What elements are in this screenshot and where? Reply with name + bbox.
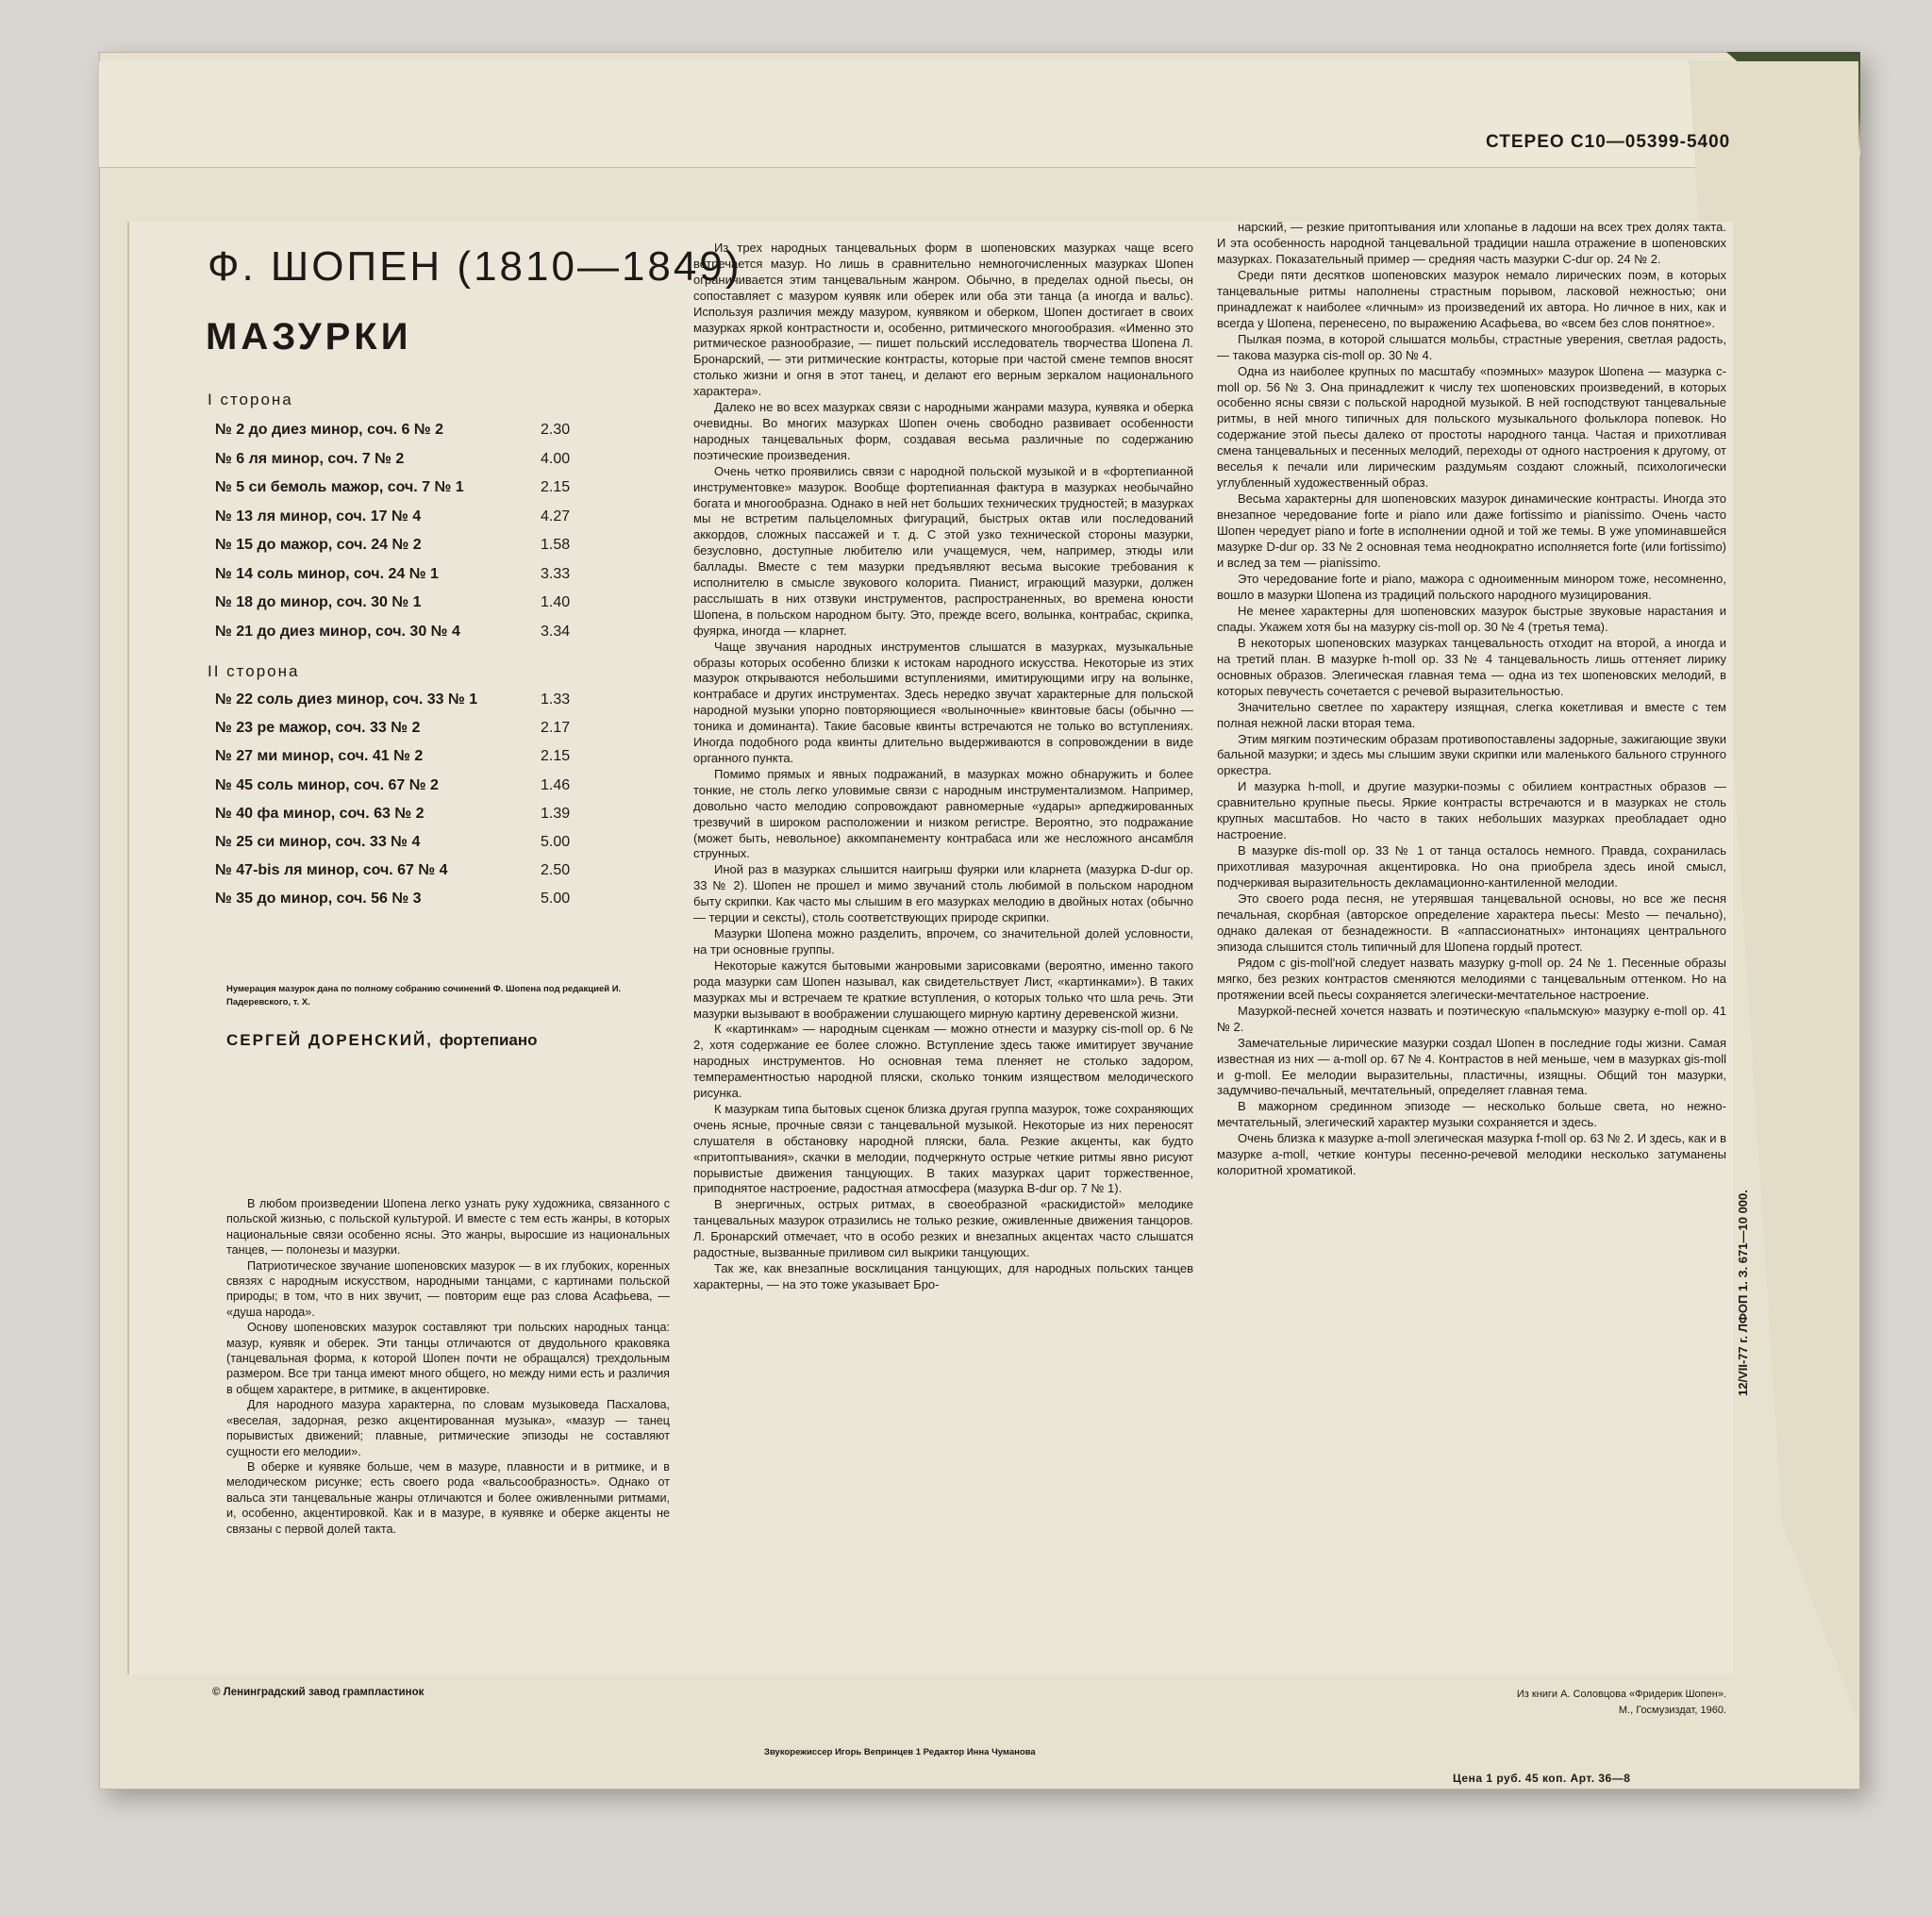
track-title: № 47-bis ля минор, соч. 67 № 4 (215, 862, 448, 879)
track-title: № 14 соль минор, соч. 24 № 1 (215, 565, 439, 582)
paragraph: Пылкая поэма, в которой слышатся мольбы, страстные уверения, светлая радость, — такова мазурка cis-moll ор. 30 № 4. (1217, 331, 1726, 362)
track-row (215, 777, 687, 798)
track-duration: 2.30 (541, 422, 571, 438)
track-duration: 1.46 (541, 776, 571, 793)
paragraph: В оберке и куявяке больше, чем в мазуре, плавности и в ритмике, и в мелодическом рисунке; есть своего рода «вальсообразность». Однако от вальса эти танцевальные жанры отличаются и более оживленными ритмами, и, особенно, акцентировкой. Как и в мазуре, в куявяке и оберке акценты не связаны с первой долей такта. (226, 1459, 670, 1536)
track-duration: 1.33 (541, 691, 571, 708)
track-row (215, 508, 687, 529)
paragraph: Для народного мазура характерна, по словам музыковеда Пасхалова, «веселая, задорная, резко акцентированная музыка», «мазур — танец порывистых движений; плавные, ритмические эпизоды не составляют сущности его мелодии». (226, 1398, 670, 1458)
track-title: № 25 си минор, соч. 33 № 4 (215, 834, 421, 850)
track-duration: 2.17 (541, 720, 571, 737)
track-duration: 5.00 (541, 834, 571, 850)
source-line-2: М., Госмузиздат, 1960. (1618, 1705, 1726, 1716)
track-duration: 1.40 (541, 594, 571, 610)
paragraph: В энергичных, острых ритмах, в своеобразной «раскидистой» мелодике танцевальных мазурок отразились не только резкие, оживленные движения танцоров. Л. Бронарский отмечает, что в особо резких и внезапных акцентах часто слышатся радостные, вызванные приливом сил выкрики танцующих. (693, 1197, 1193, 1260)
track-row (215, 537, 687, 558)
paragraph: В мажорном срединном эпизоде — несколько больше света, но нежно-мечтательный, элегический характер музыки сохраняется и здесь. (1217, 1099, 1726, 1130)
paragraph: К «картинкам» — народным сценкам — можно отнести и мазурку cis-moll ор. 6 № 2, хотя содержание ее более сложно. Вступление здесь также имитирует звучание народных инструментов. Но основная тема пленяет не столько задором, темпераментностью народной пляски, сколько тонким изяществом мелодического рисунка. (693, 1022, 1193, 1101)
track-duration: 3.34 (541, 623, 571, 640)
track-duration: 1.58 (541, 537, 571, 553)
notes-column-2 (693, 241, 1193, 1293)
side-2-heading: II сторона (208, 662, 300, 680)
track-row (215, 566, 687, 587)
paragraph: Очень близка к мазурке a-moll элегическая мазурка f-moll ор. 63 № 2. И здесь, как и в мазурке a-moll, четкие контуры песенно-речевой мелодики несколько затуманены колоритной хроматикой. (1217, 1131, 1726, 1178)
track-title: № 15 до мажор, соч. 24 № 2 (215, 537, 422, 553)
paragraph: Помимо прямых и явных подражаний, в мазурках можно обнаружить и более тонкие, не столь легко уловимые связи с народным инструментализмом. Например, довольно часто мелодию сопровождают равномерные «удары» арпеджированных трезвучий в широком расположении и низком регистре. Вероятно, это подражание (может быть, невольное) аккомпанементу контрабаса или же несложного ансамбля струнных. (693, 766, 1193, 861)
track-title: № 35 до минор, соч. 56 № 3 (215, 891, 422, 908)
track-title: № 2 до диез минор, соч. 6 № 2 (215, 422, 444, 438)
track-row (215, 422, 687, 442)
track-row (215, 720, 687, 741)
price-info: Цена 1 руб. 45 коп. Арт. 36—8 (1453, 1772, 1631, 1785)
paragraph: Некоторые кажутся бытовыми жанровыми зарисовками (вероятно, именно такого рода мазурки сам Шопен называл, как свидетельствует Лист, «картинками»). В таких мазурках мы и встречаем те краткие вступления, о которых только что шла речь. Эти мазурки вызывают в воображении слушающего мирную картину деревенской жизни. (693, 958, 1193, 1021)
track-title: № 22 соль диез минор, соч. 33 № 1 (215, 691, 478, 708)
notes-column-3 (1217, 220, 1726, 1179)
track-row (215, 748, 687, 769)
track-row (215, 834, 687, 855)
track-title: № 23 ре мажор, соч. 33 № 2 (215, 720, 421, 737)
track-duration: 4.27 (541, 508, 571, 525)
paragraph: нарский, — резкие притоптывания или хлопанье в ладоши на всех трех долях такта. И эта особенность народной танцевальной традиции нашла отражение в шопеновских мазурках. Показательный пример — средняя часть мазурки C-dur ор. 24 № 2. (1217, 220, 1726, 266)
paragraph: Основу шопеновских мазурок составляют три польских народных танца: мазур, куявяк и оберек. Эти танцы отличаются от двудольного краковяка (танцевальная форма, к которой Шопен почти не обращался) трехдольным размером. Все три танца имеют много общего, но между ними есть и различия в общем характере, в ритмике, в акцентировке. (226, 1321, 670, 1396)
paragraph: Очень четко проявились связи с народной польской музыкой и в «фортепианной инструментовке» мазурок. Вообще фортепианная фактура в мазурках необычайно богата и многообразна. Однако в ней нет больших технических трудностей; в мазурках мы не встретим пальцеломных фигураций, быстрых октав или последований аккордов, сложных пассажей и т. д. С этой узко технической стороны мазурки, безусловно, доступные любителю или учащемуся, чем, например, этюды или баллады. Вместе с тем мазурки предъявляют весьма высокие требования к исполнителю в смысле звукового колорита. Пианист, играющий мазурки, должен расслышать в них отзвуки инструментов, распространенных, во времена юности Шопена, в польском народном быту. Это, прежде всего, волынка, контрабас, скрипка, фуярка, иногда — кларнет. (693, 463, 1193, 638)
track-row (215, 806, 687, 826)
track-duration: 2.15 (541, 479, 571, 495)
paragraph: Весьма характерны для шопеновских мазурок динамические контрасты. Иногда это внезапное чередование forte и piano или даже fortissimo и pianissimo. Очень часто Шопен чередует piano и forte в исполнении одной и той же темы. В уже упоминавшейся мазурке D-dur ор. 33 № 2 основная тема неоднократно исполняется forte (или fortissimo) и вслед за тем — pianissimo. (1217, 491, 1726, 571)
paragraph: В некоторых шопеновских мазурках танцевальность отходит на второй, а иногда и на третий план. В мазурке h-moll ор. 33 № 4 танцевальность лишь оттеняет лирику основных образов. Элегическая главная тема — одна из тех шопеновских мелодий, в которых певучесть сочетается с речевой выразительностью. (1217, 635, 1726, 698)
track-title: № 45 соль минор, соч. 67 № 2 (215, 776, 439, 793)
paragraph: Чаще звучания народных инструментов слышатся в мазурках, музыкальные образы которых особенно близки к истокам народного искусства. Некоторые из этих мазурок открываются небольшими вступлениями, имитирующими игру на волынке, контрабасе и других инструментах. Здесь нередко звучат характерные для польской народной музыки упорно повторяющиеся «волыночные» квинтовые басы (обычно — тоника и доминанта). Такие басовые квинты встречаются не только во вступлениях. Иногда подобного рода квинты длительно выдерживаются в сопровождении в виде органного пункта. (693, 639, 1193, 765)
production-credits: Звукорежиссер Игорь Вепринцев 1 Редактор Инна Чуманова (764, 1747, 1036, 1757)
track-row (215, 624, 687, 644)
notes-column-1 (226, 1196, 670, 1537)
track-duration: 5.00 (541, 891, 571, 908)
paragraph: Рядом с gis-moll'ной следует назвать мазурку g-moll ор. 24 № 1. Песенные образы мягко, без резких контрастов сменяются мелодиями с танцевальным оттенком. Но на протяжении всей пьесы сохраняется элегически-мечтательное настроение. (1217, 955, 1726, 1002)
print-info: 12/VII-77 г. ЛФОП 1. З. 671—10 000. (1736, 1190, 1750, 1396)
track-duration: 2.15 (541, 748, 571, 765)
paragraph: К мазуркам типа бытовых сценок близка другая группа мазурок, тоже сохраняющих очень ясные, прочные связи с танцевальной музыкой. Некоторые из них переносят слушателя в обстановку народной пляски, бала. Резкие акценты, как будто «притоптывания», скачки в мелодии, подчеркнуто острые четкие ритмы явно рисуют порывистые движения танцующих. В таких мазурках царит торжественное, приподнятое настроение, радостная атмосфера (мазурка B-dur ор. 7 № 1). (693, 1101, 1193, 1196)
track-title: № 5 си бемоль мажор, соч. 7 № 1 (215, 479, 464, 495)
paragraph: В мазурке dis-moll ор. 33 № 1 от танца осталось немного. Правда, сохранилась прихотливая мазурочная акцентировка. Но она приобрела здесь иной смысл, подчеркивая выразительность декламационно-кантиленной мелодии. (1217, 843, 1726, 891)
track-duration: 4.00 (541, 450, 571, 467)
paragraph: Мазуркой-песней хочется назвать и поэтическую «пальмскую» мазурку e-moll ор. 41 № 2. (1217, 1003, 1726, 1034)
track-row (215, 862, 687, 883)
track-title: № 18 до минор, соч. 30 № 1 (215, 594, 422, 610)
track-title: № 21 до диез минор, соч. 30 № 4 (215, 623, 460, 640)
track-row (215, 479, 687, 500)
track-duration: 1.39 (541, 805, 571, 822)
paragraph: Значительно светлее по характеру изящная, слегка кокетливая и вместе с тем полная нежной ласки вторая тема. (1217, 699, 1726, 730)
paragraph: Мазурки Шопена можно разделить, впрочем, со значительной долей условности, на три основные группы. (693, 925, 1193, 957)
paragraph: Замечательные лирические мазурки создал Шопен в последние годы жизни. Самая известная из них — a-moll ор. 67 № 4. Контрастов в ней меньше, чем в мазурках gis-moll и g-moll. Ее мелодии выразительны, пластичны, изящны. Общий тон мазурки, задумчиво-печальный, мечтательный, определяет главная тема. (1217, 1035, 1726, 1098)
album-title: МАЗУРКИ (206, 316, 412, 358)
composer-heading: Ф. ШОПЕН (1810—1849) (208, 243, 742, 290)
side-1-heading: I сторона (208, 391, 293, 408)
paragraph: Этим мягким поэтическим образам противопоставлены задорные, зажигающие звуки бальной мазурки; и здесь мы слышим звуки скрипки или маленького бального струнного оркестра. (1217, 731, 1726, 778)
source-citation (1401, 1687, 1726, 1719)
paragraph: В любом произведении Шопена легко узнать руку художника, связанного с польской жизнью, с польской культурой. И вместе с тем есть жанры, в которых национальные связи особенно ясны. Это жанры, выросшие из национальных танцев, — полонезы и мазурки. (226, 1197, 670, 1257)
paragraph: Это своего рода песня, не утерявшая танцевальной основы, но все же песня печальная, скорбная (авторское определение характера пьесы: Mesto — печально), однако далекая от безнадежности. В «аппассионатных» интонациях центрального эпизода слышится столь типичный для Шопена гордый протест. (1217, 891, 1726, 954)
performer-credit (226, 1031, 538, 1050)
paragraph: Из трех народных танцевальных форм в шопеновских мазурках чаще всего встречается мазур. Но лишь в сравнительно немногочисленных мазурках Шопен ограничивается этим танцевальным жанром. Обычно, в пределах одной пьесы, он сопоставляет с мазуром куявяк или оберек или оба эти танца (а иногда и вальс). Используя различия между мазуром, куявяком и оберком, Шопен достигает в своих мазурках яркой контрастности и, особенно, ритмического многообразия. «Именно это ритмическое разнообразие, — пишет польский исследователь творчества Шопена Л. Бронарский, — эти ритмические контрасты, которые при частой смене темпов вносят столько жизни и огня в этот танец, и делают его верным зеркалом национального характера». (693, 241, 1193, 399)
track-title: № 27 ми минор, соч. 41 № 2 (215, 748, 424, 765)
track-row (215, 891, 687, 911)
catalog-number: СТЕРЕО С10—05399-5400 (1486, 132, 1731, 152)
paragraph: Одна из наиболее крупных по масштабу «поэмных» мазурок Шопена — мазурка c-moll ор. 56 № 3. Она принадлежит к числу тех шопеновских произведений, в которых особенно ясны связи с польской народной музыкой. В ней господствуют танцевальные ритмы, в ней много типичных для польского музыкального фольклора попевок. Но содержание этой пьесы далеко от простоты народного танца. Частая и прихотливая смена танцевальных и песенных мелодий, переходы от одного настроения к другому, от веселья к печали или лирическим раздумьям создают сложный, психологически углубленный художественный образ. (1217, 363, 1726, 491)
numbering-footnote: Нумерация мазурок дана по полному собранию сочинений Ф. Шопена под редакцией И. Падеревского, т. X. (226, 984, 622, 1007)
paragraph: Патриотическое звучание шопеновских мазурок — в их глубоких, коренных связях с народным искусством, народными танцами, с картинами польской природы; в том, что в них звучит, — повторим еще раз слова Асафьева, — «душа народа». (226, 1258, 670, 1319)
track-duration: 2.50 (541, 862, 571, 879)
paragraph: Иной раз в мазурках слышится наигрыш фуярки или кларнета (мазурка D-dur ор. 33 № 2). Шопен не прошел и мимо звучаний столь любимой в польском народном быту скрипки. Как часто мы слышим в его мазурках мелодию в двойных нотах (обычно — терции и сексты), столь соответствующих природе скрипки. (693, 862, 1193, 925)
paragraph: Не менее характерны для шопеновских мазурок быстрые звуковые нарастания и спады. Укажем хотя бы на мазурку cis-moll ор. 30 № 4 (третья тема). (1217, 603, 1726, 634)
track-row (215, 451, 687, 472)
copyright-notice: © Ленинградский завод грампластинок (212, 1687, 425, 1698)
paragraph: И мазурка h-moll, и другие мазурки-поэмы с обилием контрастных образов — сравнительно крупные пьесы. Яркие контрасты встречаются и в мазурках не столь крупных масштабов. Но часто в таких небольших мазурках преобладает одно настроение. (1217, 779, 1726, 842)
track-row (215, 691, 687, 712)
paragraph: Так же, как внезапные восклицания танцующих, для народных польских танцев характерны, — на это тоже указывает Бро- (693, 1261, 1193, 1291)
paragraph: Это чередование forte и piano, мажора с одноименным минором тоже, несомненно, вошло в мазурки Шопена из традиций польского народного музицирования. (1217, 571, 1726, 602)
source-line-1: Из книги А. Соловцова «Фридерик Шопен». (1516, 1689, 1726, 1700)
paragraph: Далеко не во всех мазурках связи с народными жанрами мазура, куявяка и оберка очевидны. Во многих мазурках Шопен очень свободно развивает особенности народных танцевальных форм, создавая весьма различные по содержанию поэтические произведения. (693, 400, 1193, 462)
track-row (215, 594, 687, 615)
track-title: № 6 ля минор, соч. 7 № 2 (215, 450, 405, 467)
track-duration: 3.33 (541, 565, 571, 582)
paragraph: Среди пяти десятков шопеновских мазурок немало лирических поэм, в которых танцевальные ритмы наполнены страстным порывом, ласковой нежностью; они принадлежат к наиболее «личным» из произведений их автора. Но личное в них, как и всегда у Шопена, перенесено, по выражению Асафьева, во «всем без слов понятное». (1217, 267, 1726, 330)
track-title: № 13 ля минор, соч. 17 № 4 (215, 508, 422, 525)
performer-role: фортепиано (439, 1031, 538, 1049)
performer-name: СЕРГЕЙ ДОРЕНСКИЙ, (226, 1031, 433, 1049)
track-title: № 40 фа минор, соч. 63 № 2 (215, 805, 425, 822)
